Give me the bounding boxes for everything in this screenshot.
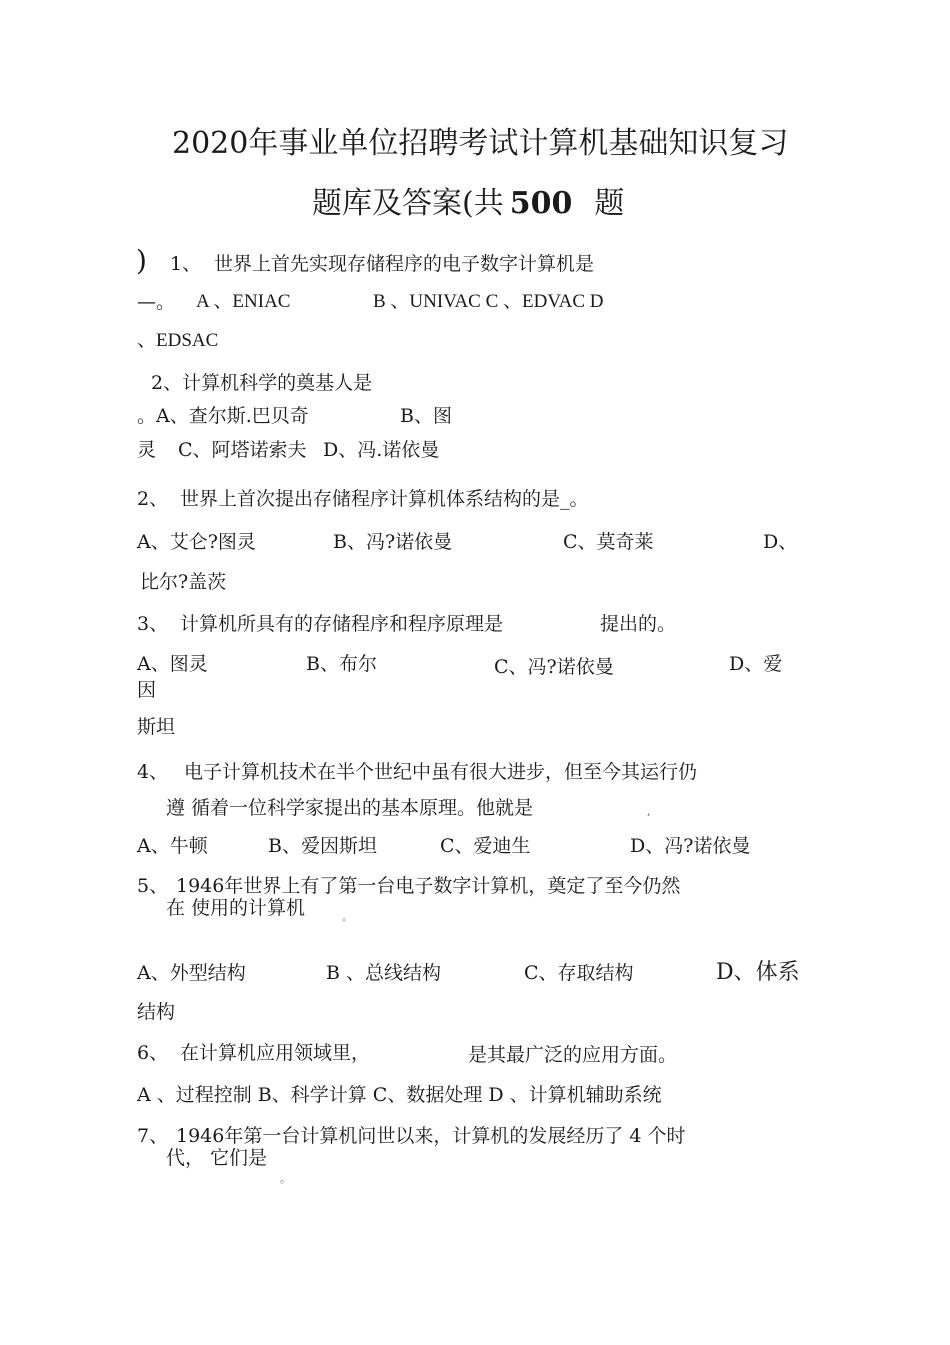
q4-number: 4、 — [137, 761, 169, 783]
q1-option-b: B 、UNIVAC C 、EDVAC D — [373, 291, 604, 312]
q7-text-1: 1946年第一台计算机问世以来，计算机的发展经历了 4 个时 — [176, 1125, 686, 1147]
q2-option-d-cont: 比尔?盖茨 — [140, 571, 227, 593]
q6-number: 6、 — [137, 1042, 169, 1064]
qs-option-c: C、阿塔诺索夫 — [178, 439, 307, 461]
qs-text: 2、计算机科学的奠基人是 — [151, 372, 373, 394]
qs-option-d: D、冯.诺依曼 — [323, 439, 440, 461]
q3-option-d: D、爱 — [729, 653, 783, 675]
q5-number: 5、 — [137, 875, 169, 897]
q5-option-d: D、体系 — [716, 960, 800, 985]
title-line-2-text: 题库及答案(共 — [312, 186, 504, 221]
q7-text-2: 代， 它们是 — [166, 1147, 268, 1169]
q3-tail: 提出的。 — [600, 613, 677, 635]
q2-text: 世界上首次提出存储程序计算机体系结构的是_。 — [180, 488, 589, 510]
q2-option-c: C、莫奇莱 — [563, 531, 654, 553]
q4-option-b: B、爱因斯坦 — [268, 835, 377, 857]
q1-text: 世界上首先实现存储程序的电子数字计算机是 — [214, 253, 595, 275]
q3-option-b: B、布尔 — [306, 653, 377, 675]
q4-option-a: A、牛顿 — [137, 835, 208, 857]
q1-option-a: A 、ENIAC — [196, 291, 291, 312]
q3-number: 3、 — [137, 613, 169, 635]
q4-mark: , — [647, 805, 651, 818]
title-line-2-end: 题 — [594, 186, 625, 221]
q2-option-b: B、冯?诺依曼 — [333, 531, 453, 553]
q5-option-a: A、外型结构 — [137, 962, 246, 984]
title-count: 500 — [509, 186, 573, 221]
q4-text-2: 遵 循着一位科学家提出的基本原理。他就是 — [166, 797, 534, 819]
q4-text-1: 电子计算机技术在半个世纪中虽有很大进步，但至今其运行仍 — [184, 761, 698, 783]
q1-option-d-cont: 、EDSAC — [137, 330, 219, 351]
q2-option-d: D、 — [763, 531, 798, 553]
q6-text: 在计算机应用领域里， — [180, 1042, 371, 1064]
q3-option-d-cont: 因 — [137, 679, 157, 701]
q5-option-c: C、存取结构 — [524, 962, 634, 984]
q7-mark: 。 — [280, 1172, 291, 1185]
q3-option-a: A、图灵 — [137, 653, 208, 675]
q4-option-d: D、冯?诺依曼 — [630, 835, 751, 857]
q5-option-d-cont: 结构 — [137, 1001, 176, 1023]
q1-blank: —。 — [137, 291, 176, 313]
q3-text: 计算机所具有的存储程序和程序原理是 — [180, 613, 504, 635]
q5-text-2: 在 使用的计算机 — [166, 897, 306, 919]
q4-option-c: C、爱迪生 — [440, 835, 531, 857]
closing-paren: ) — [136, 244, 147, 277]
qs-option-b: B、图 — [400, 405, 452, 427]
q2-number: 2、 — [137, 488, 169, 510]
q2-option-a: A、艾仑?图灵 — [137, 531, 256, 553]
q5-option-b: B 、总线结构 — [326, 962, 442, 984]
q5-mark: 。 — [342, 910, 353, 923]
q6-tail: 是其最广泛的应用方面。 — [468, 1044, 678, 1066]
qs-option-a: 。A、查尔斯.巴贝奇 — [137, 405, 309, 427]
q7-number: 7、 — [137, 1125, 169, 1147]
q6-options: A 、过程控制 B、科学计算 C、数据处理 D 、计算机辅助系统 — [137, 1084, 662, 1106]
q1-number: 1、 — [170, 253, 202, 275]
q3-option-c: C、冯?诺依曼 — [494, 656, 614, 678]
q3-option-d-cont2: 斯坦 — [137, 716, 176, 738]
title-line-2 — [312, 186, 624, 222]
title-line-1: 2020年事业单位招聘考试计算机基础知识复习 — [172, 126, 789, 161]
q5-text-1: 1946年世界上有了第一台电子数字计算机，奠定了至今仍然 — [176, 875, 681, 897]
qs-option-b-cont: 灵 — [137, 439, 157, 461]
